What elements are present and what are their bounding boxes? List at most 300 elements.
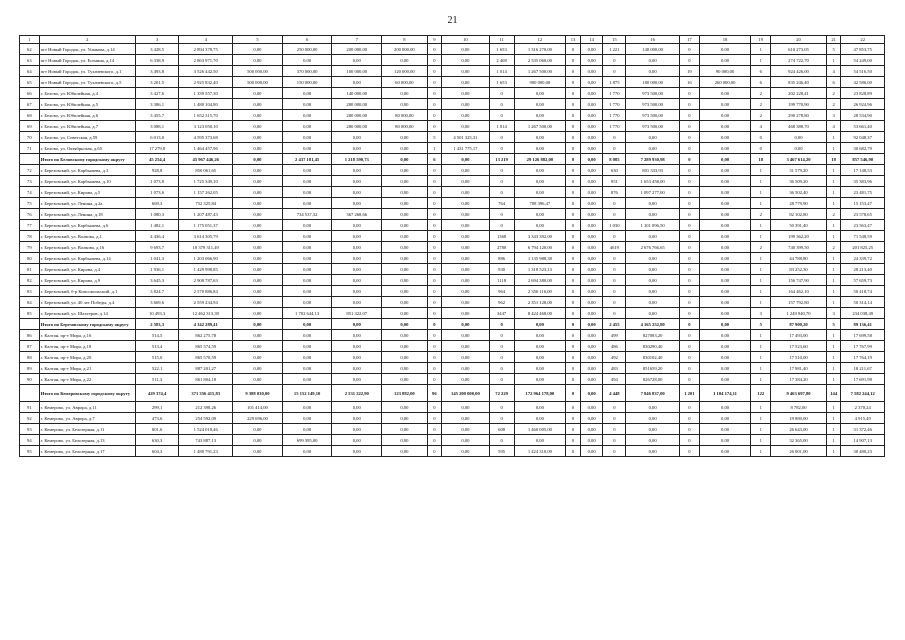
value-cell: 0,00 [382,341,428,352]
value-cell: 0,00 [580,424,603,435]
value-cell: 1 097 277,00 [626,187,680,198]
value-cell: 17 148,53 [841,165,885,176]
value-cell: 0,00 [332,231,382,242]
value-cell: 0,00 [442,55,490,66]
value-cell: 0,00 [514,435,566,446]
value-cell: 4 [751,121,771,132]
value-cell: 0,00 [699,209,751,220]
value-cell: 0,00 [442,187,490,198]
address-cell: г. Белово, ул. Юбилейная, д.5 [39,99,135,110]
value-cell: 28 534,90 [841,110,885,121]
value-cell: 0,00 [699,220,751,231]
value-cell: 0 [680,413,700,424]
value-cell: 1 [751,330,771,341]
subtotal-row [20,154,885,165]
value-cell: 17 523,60 [771,341,827,352]
address-cell: г. Белово, ул. Юбилейная, д.4 [39,88,135,99]
value-cell: 31 579,20 [771,165,827,176]
value-cell: 0,00 [699,187,751,198]
value-cell: 4 915,49 [841,413,885,424]
value-cell: 82 102,80 [771,209,827,220]
address-cell: г. Березовский, ул. Карбышева, д.14 [39,253,135,264]
value-cell: 92 048,37 [841,132,885,143]
value-cell: 0 [427,297,441,308]
value-cell: 515,0 [135,352,178,363]
table-row [20,402,885,413]
value-cell: 2 583,3 [135,319,178,330]
value-cell: 4 448 [603,385,626,402]
value-cell: 15 152 149,10 [282,385,332,402]
value-cell: 0 [680,446,700,457]
value-cell: 144 [826,385,840,402]
value-cell: 0 [427,424,441,435]
value-cell: 886 [489,253,514,264]
value-cell: 7 846 837,00 [626,385,680,402]
table-row [20,88,885,99]
value-cell: 857 546,90 [841,154,885,165]
value-cell: 0 [680,319,700,330]
value-cell: 0 [427,374,441,385]
value-cell: 0,00 [382,330,428,341]
value-cell: 3 526 442,50 [179,66,233,77]
value-cell: 80 000,00 [382,110,428,121]
value-cell: 5 [427,132,441,143]
value-cell: 1 316 270,00 [514,44,566,55]
value-cell: 0,00 [332,176,382,187]
value-cell: 764 [489,198,514,209]
value-cell: 140 000,00 [332,88,382,99]
value-cell: 0,00 [580,352,603,363]
value-cell: 0,00 [699,286,751,297]
address-cell: г. Кемерово, ул. Аврора, д.7 [39,413,135,424]
address-cell: г. Березовский, ул. Ленина, д.18 [39,209,135,220]
value-cell: 0 [603,143,626,154]
value-cell: 57 659,73 [841,275,885,286]
value-cell: 0 [427,319,441,330]
column-number-cell: 13 [566,36,580,44]
value-cell: 1 431 775,17 [442,143,490,154]
value-cell: 0,00 [626,297,680,308]
value-cell: 7 582 244,12 [841,385,885,402]
value-cell: 0,00 [699,435,751,446]
value-cell: 1 [751,374,771,385]
value-cell: 1368 [489,231,514,242]
value-cell: 0 [603,308,626,319]
value-cell: 1 702 644,13 [282,308,332,319]
value-cell: 0,00 [382,435,428,446]
value-cell: 1 073,6 [135,187,178,198]
value-cell: 100 000,00 [332,66,382,77]
value-cell: 0,00 [580,330,603,341]
table-row [20,165,885,176]
value-cell: 299,1 [135,402,178,413]
value-cell: 0 [489,165,514,176]
value-cell: 95 [20,446,40,457]
value-cell: 280 000,00 [332,121,382,132]
value-cell: 140 000,00 [626,44,680,55]
value-cell: 0 [680,363,700,374]
value-cell: 0,00 [282,55,332,66]
table-row [20,363,885,374]
value-cell: 17 764,19 [841,352,885,363]
value-cell: 0 [603,424,626,435]
value-cell: 0,00 [282,121,332,132]
table-row [20,110,885,121]
value-cell: 36 502,40 [771,187,827,198]
value-cell: 0,00 [514,374,566,385]
page-number: 21 [447,15,458,26]
value-cell: 0,00 [626,143,680,154]
value-cell: 0 [427,341,441,352]
value-cell: 280 000,00 [332,110,382,121]
value-cell: 1 524 018,46 [179,424,233,435]
value-cell [20,154,40,165]
value-cell: 0 [680,308,700,319]
value-cell: 0,00 [282,132,332,143]
value-cell: 0,00 [442,308,490,319]
value-cell: 830102,40 [626,352,680,363]
address-cell: пгт Новый Городок, ул. Тухачевского, д.1 [39,66,135,77]
value-cell: 0,00 [442,341,490,352]
value-cell: 89 [20,363,40,374]
value-cell: 23 481,75 [841,187,885,198]
value-cell: 17 699,58 [841,330,885,341]
value-cell: 0,00 [332,264,382,275]
value-cell: 0 [680,187,700,198]
value-cell: 0,00 [332,220,382,231]
value-cell: 0,00 [580,220,603,231]
value-cell: 0 [489,319,514,330]
value-cell: 0 [489,374,514,385]
column-number-cell: 12 [514,36,566,44]
value-cell: 17 767,99 [841,341,885,352]
value-cell: 172 964 178,00 [514,385,566,402]
value-cell: 0,00 [442,77,490,88]
value-cell: 3 493,8 [135,66,178,77]
value-cell: 0,00 [442,44,490,55]
value-cell: 3 [826,308,840,319]
value-cell: 708 396,47 [514,198,566,209]
value-cell: 835 246,40 [771,77,827,88]
value-cell: 0,00 [233,363,283,374]
value-cell: 3 [751,308,771,319]
value-cell: 3 201,5 [135,77,178,88]
value-cell: 0,00 [233,187,283,198]
value-cell: 0,00 [332,352,382,363]
value-cell: 0 [680,154,700,165]
value-cell: 0,00 [233,55,283,66]
value-cell: 0,00 [233,341,283,352]
value-cell: 801 333,93 [626,165,680,176]
value-cell: 0,00 [382,220,428,231]
value-cell: 1 [826,424,840,435]
value-cell: 0,00 [699,143,751,154]
value-cell: 47 853,75 [841,44,885,55]
value-cell: 4 [826,121,840,132]
value-cell: 6 [427,154,441,165]
table-row [20,275,885,286]
value-cell: 0 [680,435,700,446]
value-cell: 0 [427,110,441,121]
value-cell: 0 [427,286,441,297]
address-cell: пгт Новый Городок, ул. Есенина, д.14 [39,55,135,66]
column-number-cell: 8 [382,36,428,44]
value-cell: 3 645,3 [135,275,178,286]
value-cell: 699 395,00 [282,435,332,446]
value-cell: 0,00 [282,341,332,352]
value-cell: 0,00 [442,99,490,110]
value-cell: 84 [20,297,40,308]
column-number-cell: 18 [699,36,751,44]
value-cell: 0,00 [580,242,603,253]
column-number-cell: 6 [282,36,332,44]
value-cell: 26 924,96 [841,99,885,110]
value-cell: 0,00 [233,154,283,165]
value-cell: 17 384,20 [771,374,827,385]
value-cell: 0,00 [580,143,603,154]
address-cell: г. Кемерово, ул. Белозерная, д.17 [39,446,135,457]
value-cell: 964 [489,286,514,297]
value-cell: 0 [566,66,580,77]
value-cell: 157 792,80 [771,297,827,308]
value-cell: 0 [489,352,514,363]
value-cell: 1 [826,435,840,446]
value-cell: 0,00 [282,110,332,121]
value-cell: 0,00 [382,176,428,187]
value-cell: 962 [489,297,514,308]
value-cell: 0,00 [442,121,490,132]
value-cell: 0 [566,385,580,402]
value-cell: 0 [680,55,700,66]
value-cell: 0,00 [332,242,382,253]
value-cell: 0,00 [699,88,751,99]
value-cell: 0,00 [442,413,490,424]
value-cell: 0,00 [233,132,283,143]
address-cell: г. Березовский, ул. Ленина, д.2а [39,198,135,209]
value-cell: 0,00 [332,165,382,176]
value-cell: 4619 [603,242,626,253]
value-cell: 0,00 [442,253,490,264]
value-cell: 45 254,4 [135,154,178,165]
value-cell: 23 563,47 [841,220,885,231]
value-cell: 1 [751,402,771,413]
value-cell: 0 [489,363,514,374]
value-cell: 0 [489,402,514,413]
value-cell: 0,00 [514,209,566,220]
value-cell: 1 770 [603,88,626,99]
value-cell: 1 218 590,73 [332,154,382,165]
value-cell: 0,00 [580,446,603,457]
value-cell: 1 [751,424,771,435]
value-cell: 0,00 [233,143,283,154]
value-cell: 0 [566,209,580,220]
value-cell [20,319,40,330]
value-cell: 1 014 [489,66,514,77]
value-cell: 0,00 [233,88,283,99]
value-cell: 0,00 [233,99,283,110]
value-cell: 9 693,7 [135,242,178,253]
value-cell: 0 [427,55,441,66]
value-cell: 4 [826,66,840,77]
value-cell: 1 [826,132,840,143]
value-cell: 0,00 [771,143,827,154]
value-cell: 1 [751,341,771,352]
value-cell: 0,00 [442,110,490,121]
value-cell: 0 [427,253,441,264]
value-cell: 0,00 [580,413,603,424]
value-cell: 0,00 [282,231,332,242]
value-cell: 17 510,00 [771,352,827,363]
value-cell: 1 424 310,00 [514,446,566,457]
table-row [20,220,885,231]
value-cell: 0,00 [382,187,428,198]
value-cell: 212 398,26 [179,402,233,413]
value-cell: 1 [751,413,771,424]
value-cell: 5 [826,319,840,330]
table-row [20,374,885,385]
value-cell: 19 [680,66,700,77]
value-cell: 0,00 [382,231,428,242]
value-cell: 0 [680,198,700,209]
address-cell: г. Кемерово, ул. Белозерная, д.13 [39,435,135,446]
value-cell: 0 [680,88,700,99]
value-cell: 851659,20 [626,363,680,374]
value-cell: 0,00 [626,308,680,319]
value-cell: 0,00 [233,264,283,275]
value-cell: 32 365,00 [771,435,827,446]
value-cell: 0,00 [332,341,382,352]
value-cell: 5 [826,44,840,55]
value-cell: 0,00 [699,352,751,363]
value-cell: 2 559 234,94 [179,297,233,308]
value-cell: 0 [566,121,580,132]
address-cell: пгт Новый Городок, ул. Ушакова, д.14 [39,44,135,55]
value-cell: 1 201 [680,385,700,402]
value-cell: 0,00 [382,446,428,457]
value-cell: 494 [603,374,626,385]
value-cell: 0,00 [699,110,751,121]
value-cell: 0 [603,132,626,143]
value-cell: 19 880,00 [771,413,827,424]
table-row [20,424,885,435]
value-cell: 0 [489,220,514,231]
value-cell: 0,00 [332,446,382,457]
value-cell: 164 462,10 [771,286,827,297]
value-cell: 1 175 051,37 [179,220,233,231]
value-cell: 81 [20,264,40,275]
value-cell: 1 [826,341,840,352]
value-cell: 1 [751,275,771,286]
value-cell: 6 [826,77,840,88]
value-cell: 0,00 [382,363,428,374]
value-cell: 0 [680,231,700,242]
value-cell: 0,00 [382,209,428,220]
value-cell: 486 [603,341,626,352]
value-cell: 1 770 [603,99,626,110]
value-cell: 70 [20,132,40,143]
value-cell: 120 000,00 [382,66,428,77]
value-cell: 0,00 [699,402,751,413]
value-cell: 3 088,1 [135,121,178,132]
value-cell: 0 [566,242,580,253]
value-cell: 0,00 [332,55,382,66]
value-cell: 0,00 [382,352,428,363]
value-cell: 0,00 [580,165,603,176]
table-row [20,77,885,88]
column-number-cell: 20 [771,36,827,44]
value-cell: 2 455 [603,319,626,330]
value-cell: 0,00 [580,286,603,297]
value-cell: 254 592,09 [179,413,233,424]
value-cell: 1 [751,297,771,308]
table-row [20,66,885,77]
value-cell: 36 509,20 [771,176,827,187]
value-cell: 0,00 [514,363,566,374]
value-cell: 0,00 [233,435,283,446]
value-cell: 201 825,25 [841,242,885,253]
value-cell: 1 135 988,38 [514,253,566,264]
value-cell: 68 [20,110,40,121]
value-cell: 0,00 [580,435,603,446]
value-cell: 0 [427,198,441,209]
value-cell: 0,00 [282,286,332,297]
value-cell: 0 [680,402,700,413]
value-cell: 0,00 [442,297,490,308]
value-cell: 0,00 [699,341,751,352]
value-cell: 861 804,18 [179,374,233,385]
column-number-cell: 16 [626,36,680,44]
value-cell: 87 900,20 [771,319,827,330]
value-cell: 0,00 [442,264,490,275]
value-cell: 0 [566,77,580,88]
address-cell: Итого по Беловскому городскому округу [39,154,135,165]
value-cell: 0,00 [332,286,382,297]
value-cell: 6 338,9 [135,55,178,66]
value-cell: 0,00 [233,352,283,363]
value-cell: 0 [566,435,580,446]
value-cell: 0 [680,99,700,110]
value-cell: 483 [603,363,626,374]
value-cell: 0,00 [332,275,382,286]
value-cell: 0,00 [626,132,680,143]
value-cell: 0,00 [699,363,751,374]
value-cell: 0 [566,286,580,297]
value-cell: 0,00 [580,402,603,413]
value-cell: 0 [566,253,580,264]
value-cell: 8 424 468,00 [514,308,566,319]
table-row [20,413,885,424]
value-cell: 0,00 [442,198,490,209]
value-cell: 827083,20 [626,330,680,341]
value-cell: 0 [603,253,626,264]
value-cell: 0,00 [626,402,680,413]
value-cell: 0,00 [233,330,283,341]
value-cell: 1 [751,165,771,176]
value-cell: 0 [566,330,580,341]
value-cell: 1 [826,264,840,275]
value-cell: 0,00 [233,308,283,319]
value-cell: 234 038,49 [841,308,885,319]
register-table [19,35,885,457]
table-row [20,121,885,132]
value-cell: 0,00 [580,132,603,143]
value-cell: 78 [20,231,40,242]
value-cell: 73 [20,176,40,187]
value-cell: 0,00 [233,44,283,55]
value-cell: 69 [20,121,40,132]
value-cell: 0,00 [699,319,751,330]
value-cell: 23 828,89 [841,88,885,99]
